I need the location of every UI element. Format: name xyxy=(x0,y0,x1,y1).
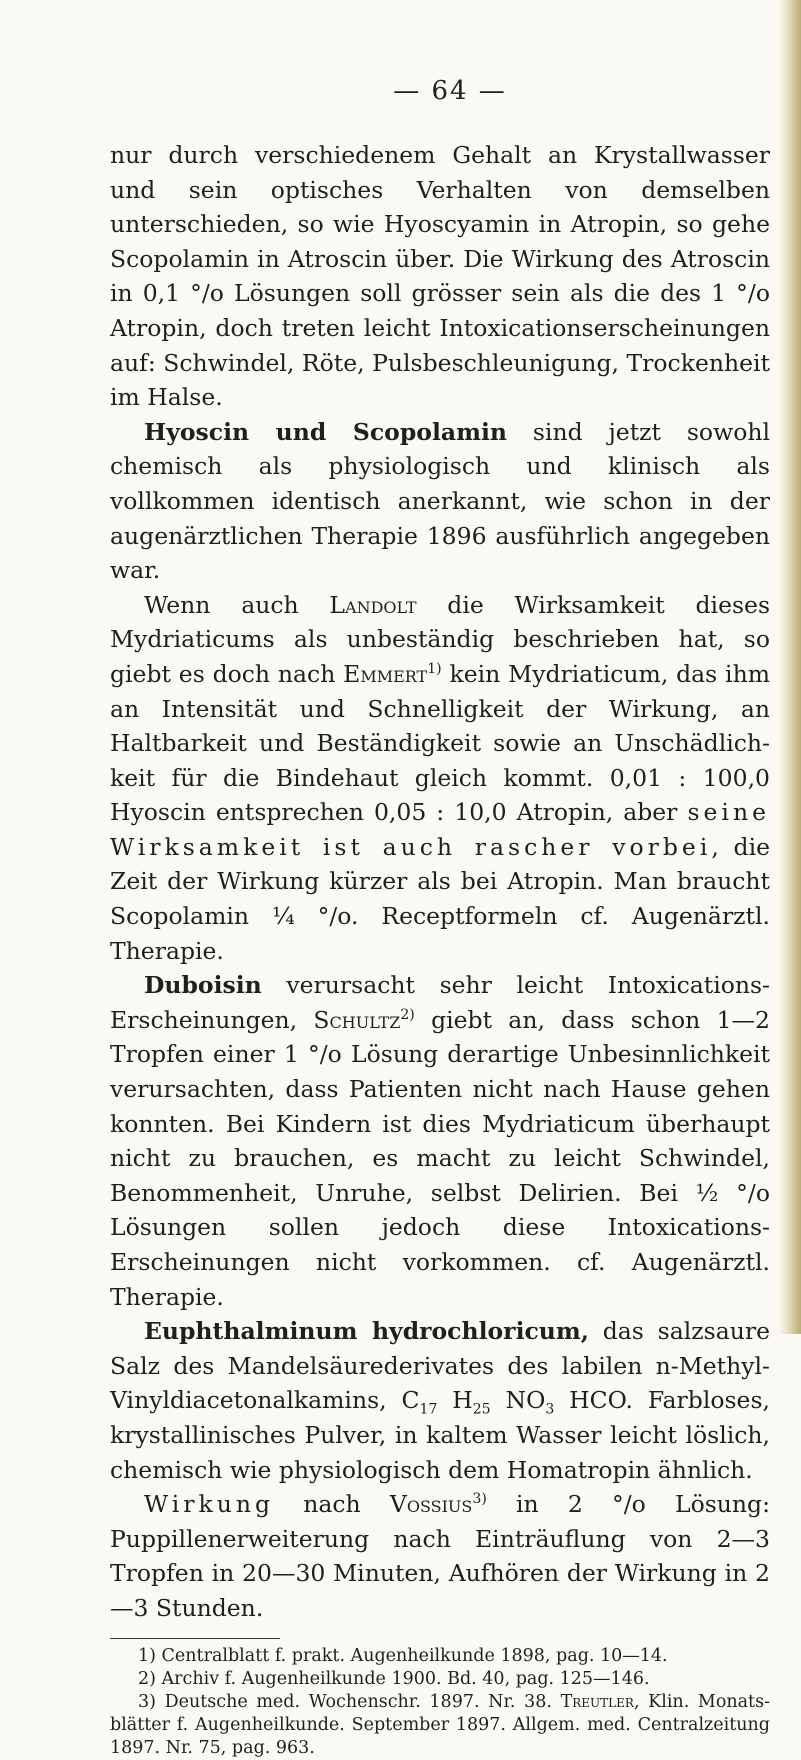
footnote-3 xyxy=(110,1691,770,1760)
text-segment: 3) Deutsche med. Wochenschr. 1897. Nr. 38. xyxy=(138,1691,561,1712)
text-segment: die Wirksamkeit dieses Mydriaticums als unbeständig beschrieben hat, so giebt es doch nach xyxy=(110,590,771,688)
text-segment: kein Mydriaticum, das ihm an Intensität und Schnelligkeit der Wirkung, an Haltbarkeit und Beständigkeit sowie an Unschädlichkeit für die Bindehaut gleich kommt. 0,01 : 100,0 Hyoscin entsprechen 0,05 : 10,0 Atropin, aber xyxy=(110,659,770,827)
author-treutler: Treutler xyxy=(560,1691,634,1712)
author-vossius: Vossius xyxy=(389,1490,473,1519)
paragraph-atroscin-text: nur durch verschiedenem Gehalt an Krystallwasser und sein optisches Verhalten von demselben unterschieden, so wie Hyoscyamin in Atropin, so gehe Scopolamin in Atroscin über. Die Wirkung des Atroscin in 0,1 °/o Lösungen soll grösser sein als die des 1 °/o Atropin, doch treten leicht Intoxicationserscheinungen auf: Schwindel, Röte, Pulsbeschleunigung, Trockenheit im Halse. xyxy=(110,141,770,412)
author-schultz: Schultz xyxy=(313,1005,401,1034)
author-landolt: Landolt xyxy=(329,590,417,619)
page-edge-shadow xyxy=(779,0,801,1334)
heading-hyoscin-scopolamin: Hyoscin und Scopolamin xyxy=(144,417,507,446)
paragraph-wirkung xyxy=(110,1487,770,1625)
text-segment: in 2 °/o Lösung: Puppillenerweiterung nach Einträuflung von 2—3 Tropfen in 20—30 Minuten, Aufhören der Wirkung in 2—3 Stunden. xyxy=(110,1490,771,1622)
text-segment: nach xyxy=(274,1490,390,1519)
text-segment: giebt an, dass schon 1—2 Tropfen einer 1 °/o Lösung derartige Unbesinnlichkeit verursachten, dass Patienten nicht nach Hause gehen konnten. Bei Kindern ist dies Mydriaticum überhaupt nicht zu brauchen, es macht zu leicht Schwindel, Benommenheit, Unruhe, selbst Delirien. Bei ½ °/o Lösungen sollen jedoch diese Intoxications-Erscheinungen nicht vorkommen. cf. Augenärztl. Therapie. xyxy=(110,1005,770,1311)
formula-subscript: 17 xyxy=(419,1402,438,1419)
footnote-2: 2) Archiv f. Augenheilkunde 1900. Bd. 40, pag. 125—146. xyxy=(138,1668,650,1689)
footnote-ref-1: 1) xyxy=(427,661,442,678)
spaced-wirkung: Wirkung xyxy=(144,1490,275,1519)
author-emmert: Emmert xyxy=(343,659,428,688)
footnote-1: 1) Centralblatt f. prakt. Augenheilkunde 1898, pag. 10—14. xyxy=(138,1645,668,1666)
page-number: — 64 — xyxy=(393,76,507,106)
footnote-ref-3: 3) xyxy=(472,1491,487,1508)
paragraph-atroscin xyxy=(110,138,770,415)
heading-euphthalminum: Euphthalminum hydrochloricum, xyxy=(144,1317,589,1346)
footnote-divider xyxy=(110,1638,280,1639)
paragraph-euphthalminum xyxy=(110,1314,770,1487)
text-segment: , die Zeit der Wirkung kürzer als bei Atropin. Man braucht Scopolamin ¼ °/o. Receptformeln cf. Augenärztl. Therapie. xyxy=(110,832,771,965)
heading-duboisin: Duboisin xyxy=(144,971,262,1000)
paragraph-hyoscin xyxy=(110,415,770,588)
paragraph-wirksamkeit xyxy=(110,588,770,969)
text-segment: das salzsaure Salz des Mandelsäurederivates des labilen n-Methyl-Vinyldiacetonalkamins, C xyxy=(110,1317,770,1415)
text-segment: Wenn auch xyxy=(144,590,330,619)
footnote-ref-2: 2) xyxy=(400,1007,415,1024)
text-segment: H xyxy=(437,1386,473,1415)
formula-subscript: 3 xyxy=(545,1402,555,1419)
formula-subscript: 25 xyxy=(472,1402,491,1419)
spaced-emphasis: seine Wirksamkeit ist auch rascher vorbei xyxy=(110,798,770,861)
paragraph-hyoscin-text: sind jetzt sowohl chemisch als physiologisch und klinisch als vollkommen identisch anerkannt, wie schon in der augenärztlichen Therapie 1896 ausführlich angegeben war. xyxy=(110,417,770,585)
text-segment: , Klin. Monatsblätter f. Augenheilkunde. September 1897. Allgem. med. Centralzeitung 1897. Nr. 75, pag. 963. xyxy=(110,1691,770,1758)
text-segment: NO xyxy=(490,1386,546,1415)
text-segment: verursacht sehr leicht Intoxications-Erscheinungen, xyxy=(110,971,770,1034)
text-segment: HCO. Farbloses, krystallinisches Pulver, in kaltem Wasser leicht löslich, chemisch wie physiologisch dem Homatropin ähnlich. xyxy=(110,1386,770,1484)
paragraph-duboisin xyxy=(110,968,770,1314)
book-page xyxy=(110,76,770,1760)
